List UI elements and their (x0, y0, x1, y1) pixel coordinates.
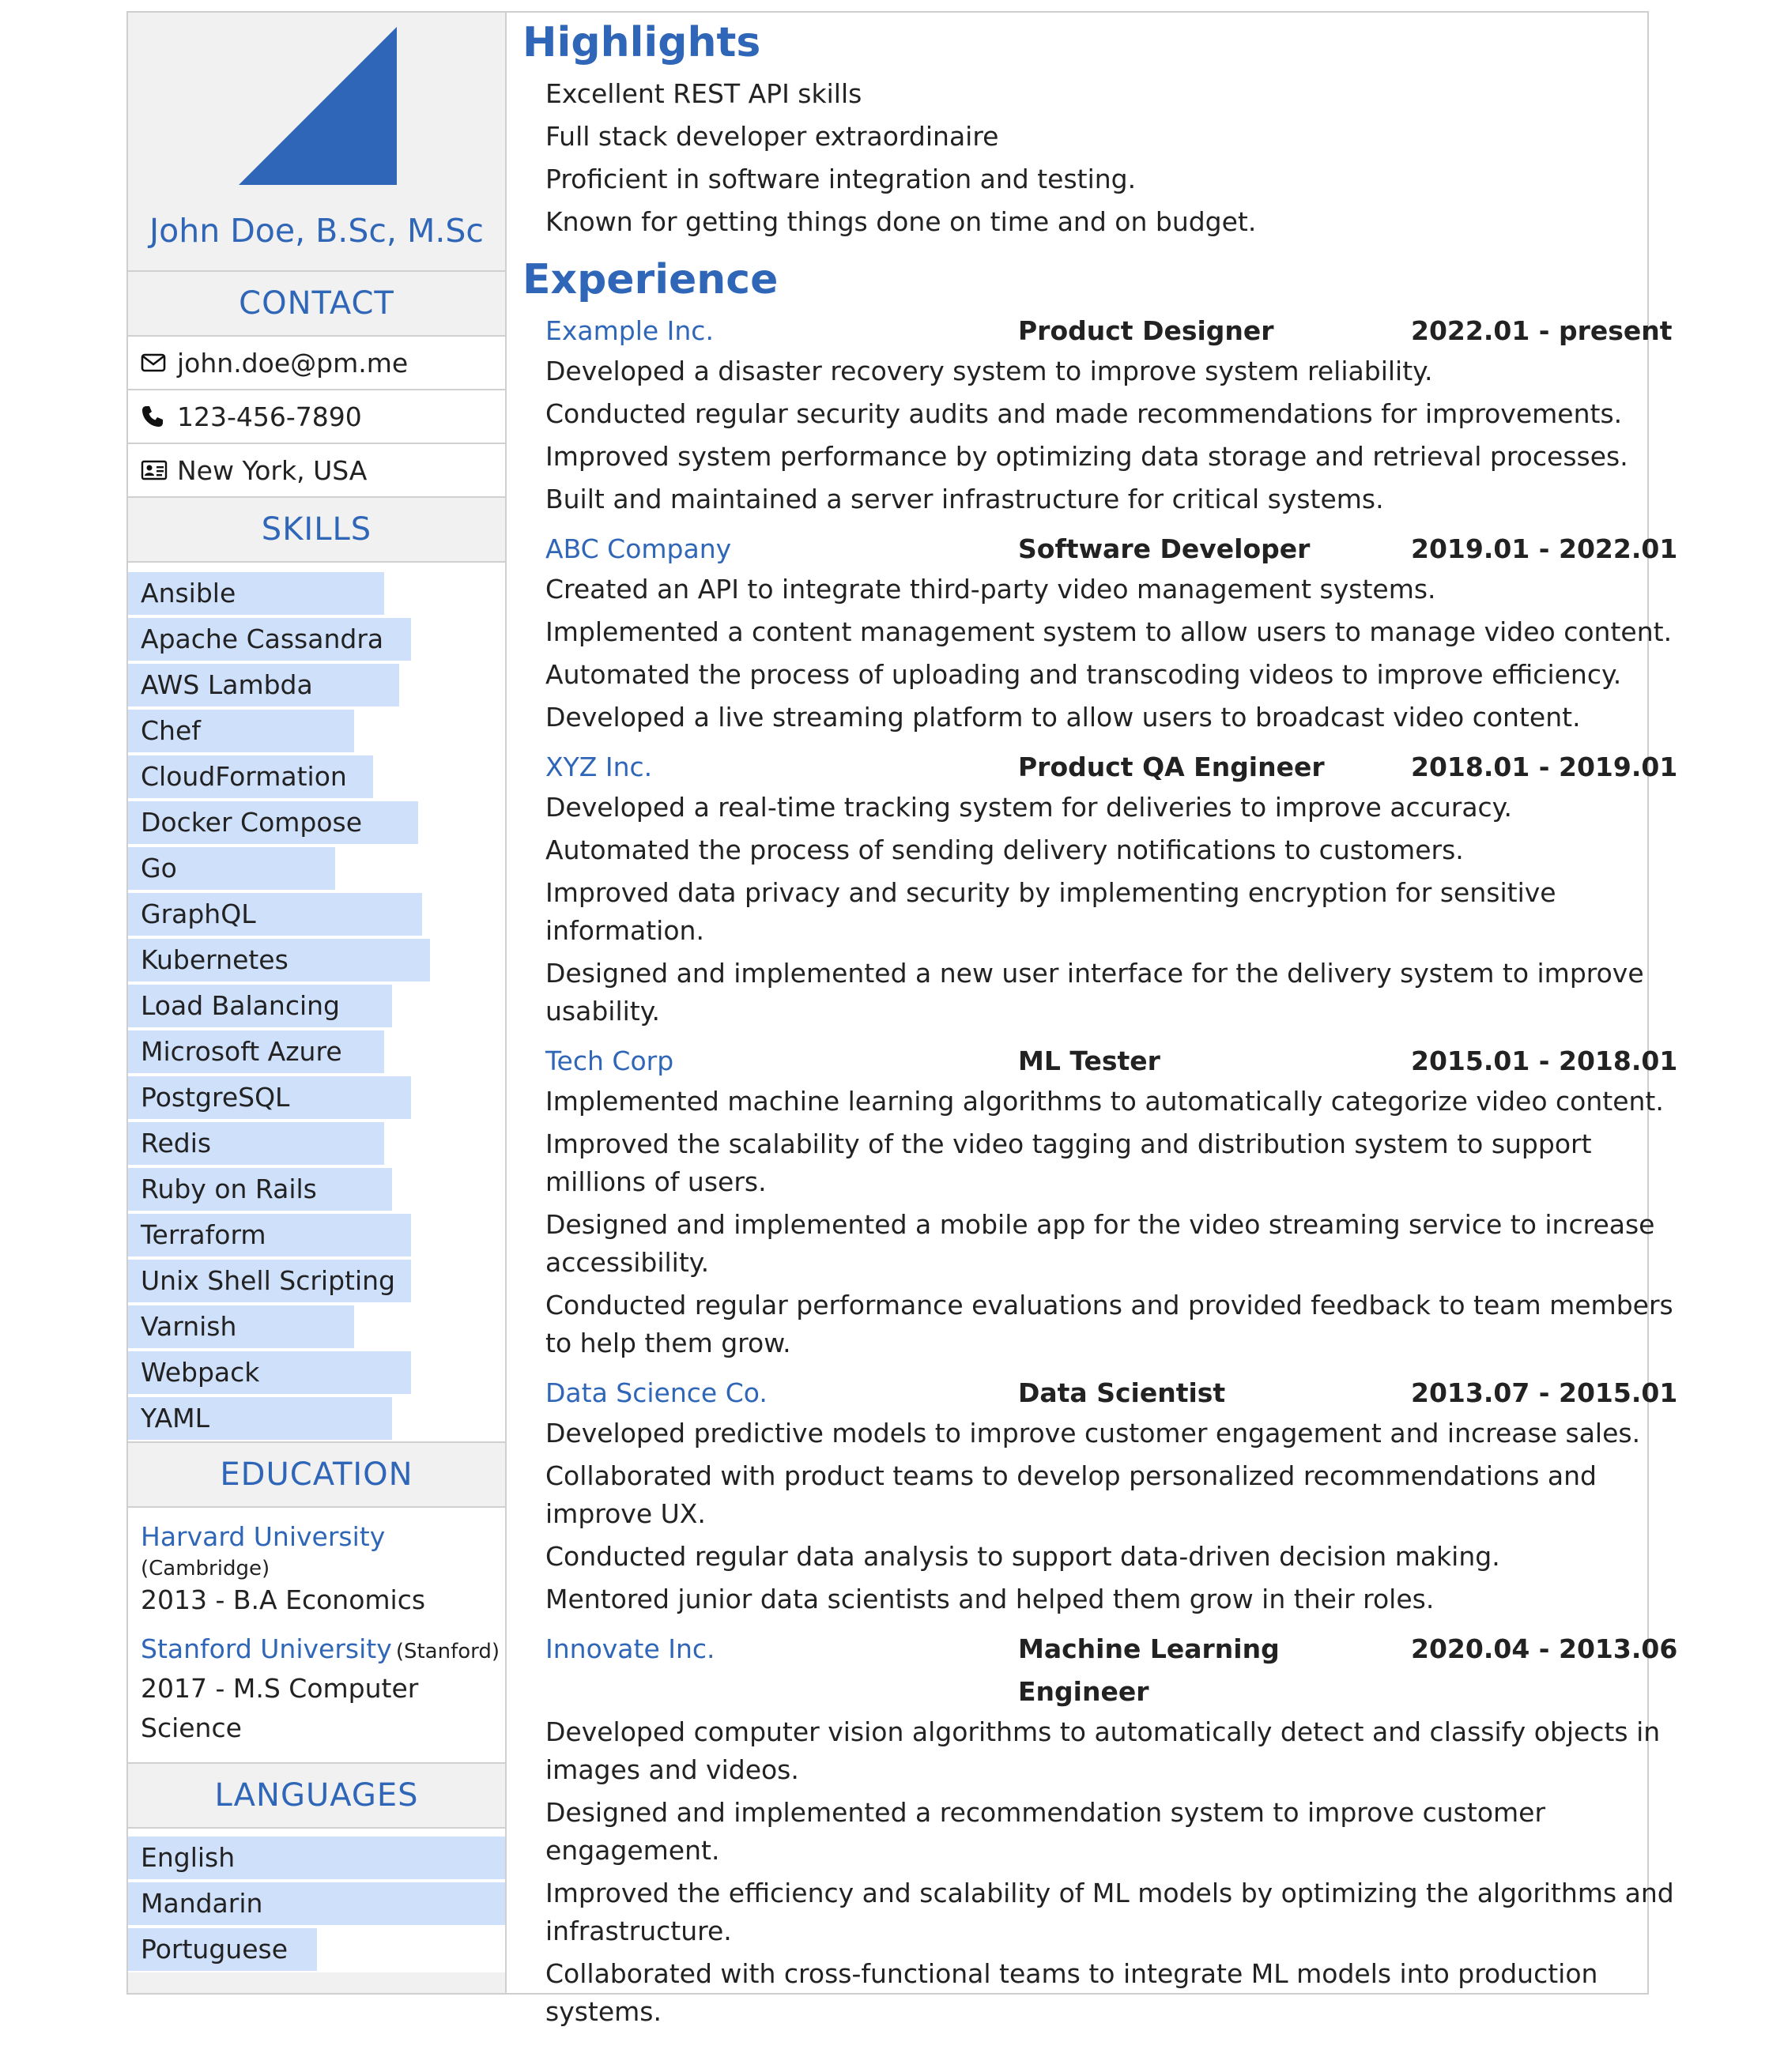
job-bullet: Collaborated with product teams to develop personalized recommendations and improve UX. (545, 1460, 1597, 1529)
job-bullet: Improved data privacy and security by implementing encryption for sensitive information. (545, 877, 1556, 946)
skill-item (128, 571, 505, 616)
language-item (128, 1835, 505, 1881)
skill-item (128, 616, 505, 662)
skill-item-label: Terraform (141, 1219, 266, 1250)
job-bullets (522, 1415, 1677, 1618)
job-company: Example Inc. (545, 315, 714, 346)
skill-item-label: Go (141, 853, 177, 883)
contact-email-text: john.doe@pm.me (177, 347, 409, 379)
skill-item-label: Microsoft Azure (141, 1036, 342, 1067)
job-dates: 2013.07 - 2015.01 (1411, 1377, 1678, 1408)
education-location: (Stanford) (395, 1640, 500, 1663)
education-location: (Cambridge) (141, 1557, 270, 1580)
education-year: 2017 (141, 1673, 207, 1704)
education-school: Stanford University (141, 1633, 392, 1664)
job-bullets (522, 571, 1677, 737)
contact-phone-text: 123-456-7890 (177, 401, 362, 432)
highlights-title: Highlights (522, 19, 761, 66)
job-role: Software Developer (1018, 533, 1311, 564)
language-item (128, 1881, 505, 1927)
contact-email[interactable] (128, 337, 505, 390)
skills-title: SKILLS (128, 498, 505, 563)
contact-title: CONTACT (128, 272, 505, 337)
job-dates: 2022.01 - present (1411, 315, 1673, 346)
job-bullet: Implemented machine learning algorithms to automatically categorize video content. (545, 1086, 1664, 1117)
job-header (522, 310, 1677, 352)
job-bullets (522, 789, 1677, 1030)
job-role: ML Tester (1018, 1045, 1160, 1076)
job-company: Data Science Co. (545, 1377, 768, 1408)
job-entry (522, 1628, 1677, 2031)
job-company: ABC Company (545, 533, 732, 564)
skill-item-label: CloudFormation (141, 761, 347, 792)
skill-item-label: AWS Lambda (141, 669, 313, 700)
experience-list (522, 310, 1677, 2031)
sidebar (128, 13, 507, 1993)
skill-item (128, 1121, 505, 1166)
job-bullet: Designed and implemented a mobile app for the video streaming service to increase accessibility. (545, 1209, 1655, 1278)
education-title: EDUCATION (128, 1443, 505, 1508)
job-bullet: Improved system performance by optimizing data storage and retrieval processes. (545, 441, 1628, 472)
skill-item (128, 800, 505, 846)
skill-item-label: Chef (141, 715, 201, 746)
skill-item (128, 1166, 505, 1212)
job-bullet: Designed and implemented a new user interface for the delivery system to improve usability. (545, 958, 1644, 1027)
job-role: Product QA Engineer (1018, 752, 1325, 782)
education-degree-line (141, 1669, 505, 1748)
id-card-icon (141, 460, 172, 480)
education-item (141, 1517, 505, 1620)
highlight-item: Proficient in software integration and testing. (545, 164, 1137, 194)
resume-page (126, 11, 1678, 2027)
language-item-label: Mandarin (141, 1888, 263, 1919)
skill-item (128, 937, 505, 983)
job-dates: 2018.01 - 2019.01 (1411, 752, 1678, 782)
skill-item-label: Redis (141, 1128, 212, 1158)
job-bullet: Implemented a content management system to allow users to manage video content. (545, 616, 1673, 647)
job-dates: 2015.01 - 2018.01 (1411, 1045, 1678, 1076)
language-item-label: Portuguese (141, 1934, 288, 1965)
job-bullet: Developed computer vision algorithms to automatically detect and classify objects in images and videos. (545, 1716, 1661, 1785)
job-bullet: Improved the scalability of the video tagging and distribution system to support millions of users. (545, 1128, 1592, 1197)
job-bullet: Conducted regular security audits and made recommendations for improvements. (545, 398, 1623, 429)
job-bullet: Developed predictive models to improve customer engagement and increase sales. (545, 1418, 1641, 1449)
skill-item (128, 1350, 505, 1396)
skill-item-label: GraphQL (141, 898, 256, 929)
job-entry (522, 528, 1677, 737)
skill-item (128, 891, 505, 937)
education-item (141, 1629, 505, 1748)
education-degree: M.S Computer Science (141, 1673, 419, 1743)
main-content (507, 13, 1690, 2027)
skill-item-label: YAML (141, 1403, 210, 1433)
skills-list (128, 563, 505, 1443)
skill-item (128, 1396, 505, 1441)
job-bullet: Improved the efficiency and scalability of ML models by optimizing the algorithms and infrastructure. (545, 1878, 1674, 1946)
skill-item (128, 1029, 505, 1075)
highlight-item: Full stack developer extraordinaire (545, 121, 999, 152)
skill-item-label: Varnish (141, 1311, 237, 1342)
education-school: Harvard University (141, 1521, 386, 1552)
language-item (128, 1927, 505, 1972)
skill-item (128, 708, 505, 754)
experience-title: Experience (522, 256, 779, 303)
job-company: Tech Corp (545, 1045, 674, 1076)
job-role: Product Designer (1018, 315, 1274, 346)
skill-item (128, 1304, 505, 1350)
phone-icon (141, 405, 172, 428)
education-list (128, 1508, 505, 1764)
job-bullet: Automated the process of uploading and transcoding videos to improve efficiency. (545, 659, 1622, 690)
language-item-label: English (141, 1842, 236, 1873)
contact-location-text: New York, USA (177, 454, 368, 486)
job-entry (522, 746, 1677, 1030)
job-company: Innovate Inc. (545, 1633, 715, 1664)
skill-item-label: Apache Cassandra (141, 623, 384, 654)
job-bullet: Mentored junior data scientists and helped them grow in their roles. (545, 1584, 1435, 1614)
languages-list (128, 1829, 505, 1972)
education-year: 2013 (141, 1584, 207, 1615)
job-header (522, 1372, 1677, 1415)
education-degree-line (141, 1580, 505, 1620)
skill-item (128, 754, 505, 800)
avatar-triangle-logo (239, 27, 397, 185)
job-bullets (522, 1083, 1677, 1362)
job-bullet: Built and maintained a server infrastructure for critical systems. (545, 484, 1384, 514)
education-separator: - (215, 1584, 225, 1615)
person-name: John Doe, B.Sc, M.Sc (149, 212, 484, 250)
job-bullet: Developed a disaster recovery system to improve system reliability. (545, 356, 1433, 386)
job-entry (522, 1372, 1677, 1618)
skill-item (128, 1258, 505, 1304)
avatar-box (128, 13, 505, 272)
skill-item-label: Ruby on Rails (141, 1174, 317, 1204)
skill-item-label: Ansible (141, 578, 236, 608)
job-bullet: Conducted regular data analysis to support data-driven decision making. (545, 1541, 1500, 1572)
job-dates: 2020.04 - 2013.06 (1411, 1633, 1678, 1664)
job-bullet: Developed a live streaming platform to allow users to broadcast video content. (545, 702, 1581, 733)
job-bullets (522, 352, 1677, 518)
skill-item (128, 1212, 505, 1258)
education-degree: B.A Economics (232, 1584, 426, 1615)
job-bullet: Designed and implemented a recommendation system to improve customer engagement. (545, 1797, 1546, 1866)
skill-item (128, 1075, 505, 1121)
job-bullet: Automated the process of sending delivery notifications to customers. (545, 834, 1464, 865)
skill-item (128, 983, 505, 1029)
skill-item-label: PostgreSQL (141, 1082, 290, 1113)
highlight-item: Known for getting things done on time and on budget. (545, 206, 1257, 237)
skill-item-label: Unix Shell Scripting (141, 1265, 395, 1296)
highlights-list (522, 73, 1677, 243)
contact-phone[interactable] (128, 390, 505, 444)
job-bullets (522, 1713, 1677, 2031)
job-header (522, 528, 1677, 571)
languages-title: LANGUAGES (128, 1764, 505, 1829)
job-header (522, 746, 1677, 789)
job-company: XYZ Inc. (545, 752, 653, 782)
job-role: Machine Learning Engineer (1018, 1633, 1280, 1707)
job-bullet: Conducted regular performance evaluations and provided feedback to team members to help them grow. (545, 1290, 1673, 1358)
education-separator: - (215, 1673, 225, 1704)
highlight-item: Excellent REST API skills (545, 78, 862, 109)
job-bullet: Created an API to integrate third-party video management systems. (545, 574, 1436, 605)
job-entry (522, 310, 1677, 518)
job-entry (522, 1040, 1677, 1362)
job-bullet: Collaborated with cross-functional teams to integrate ML models into production systems. (545, 1958, 1598, 2027)
skill-item-label: Webpack (141, 1357, 260, 1388)
envelope-icon (141, 353, 172, 372)
job-dates: 2019.01 - 2022.01 (1411, 533, 1678, 564)
skill-item (128, 662, 505, 708)
contact-location (128, 444, 505, 498)
skill-item (128, 846, 505, 891)
job-header (522, 1628, 1677, 1713)
skill-item-label: Kubernetes (141, 944, 289, 975)
skill-item-label: Load Balancing (141, 990, 340, 1021)
job-bullet: Developed a real-time tracking system for deliveries to improve accuracy. (545, 792, 1512, 823)
skill-item-label: Docker Compose (141, 807, 363, 838)
job-header (522, 1040, 1677, 1083)
job-role: Data Scientist (1018, 1377, 1226, 1408)
